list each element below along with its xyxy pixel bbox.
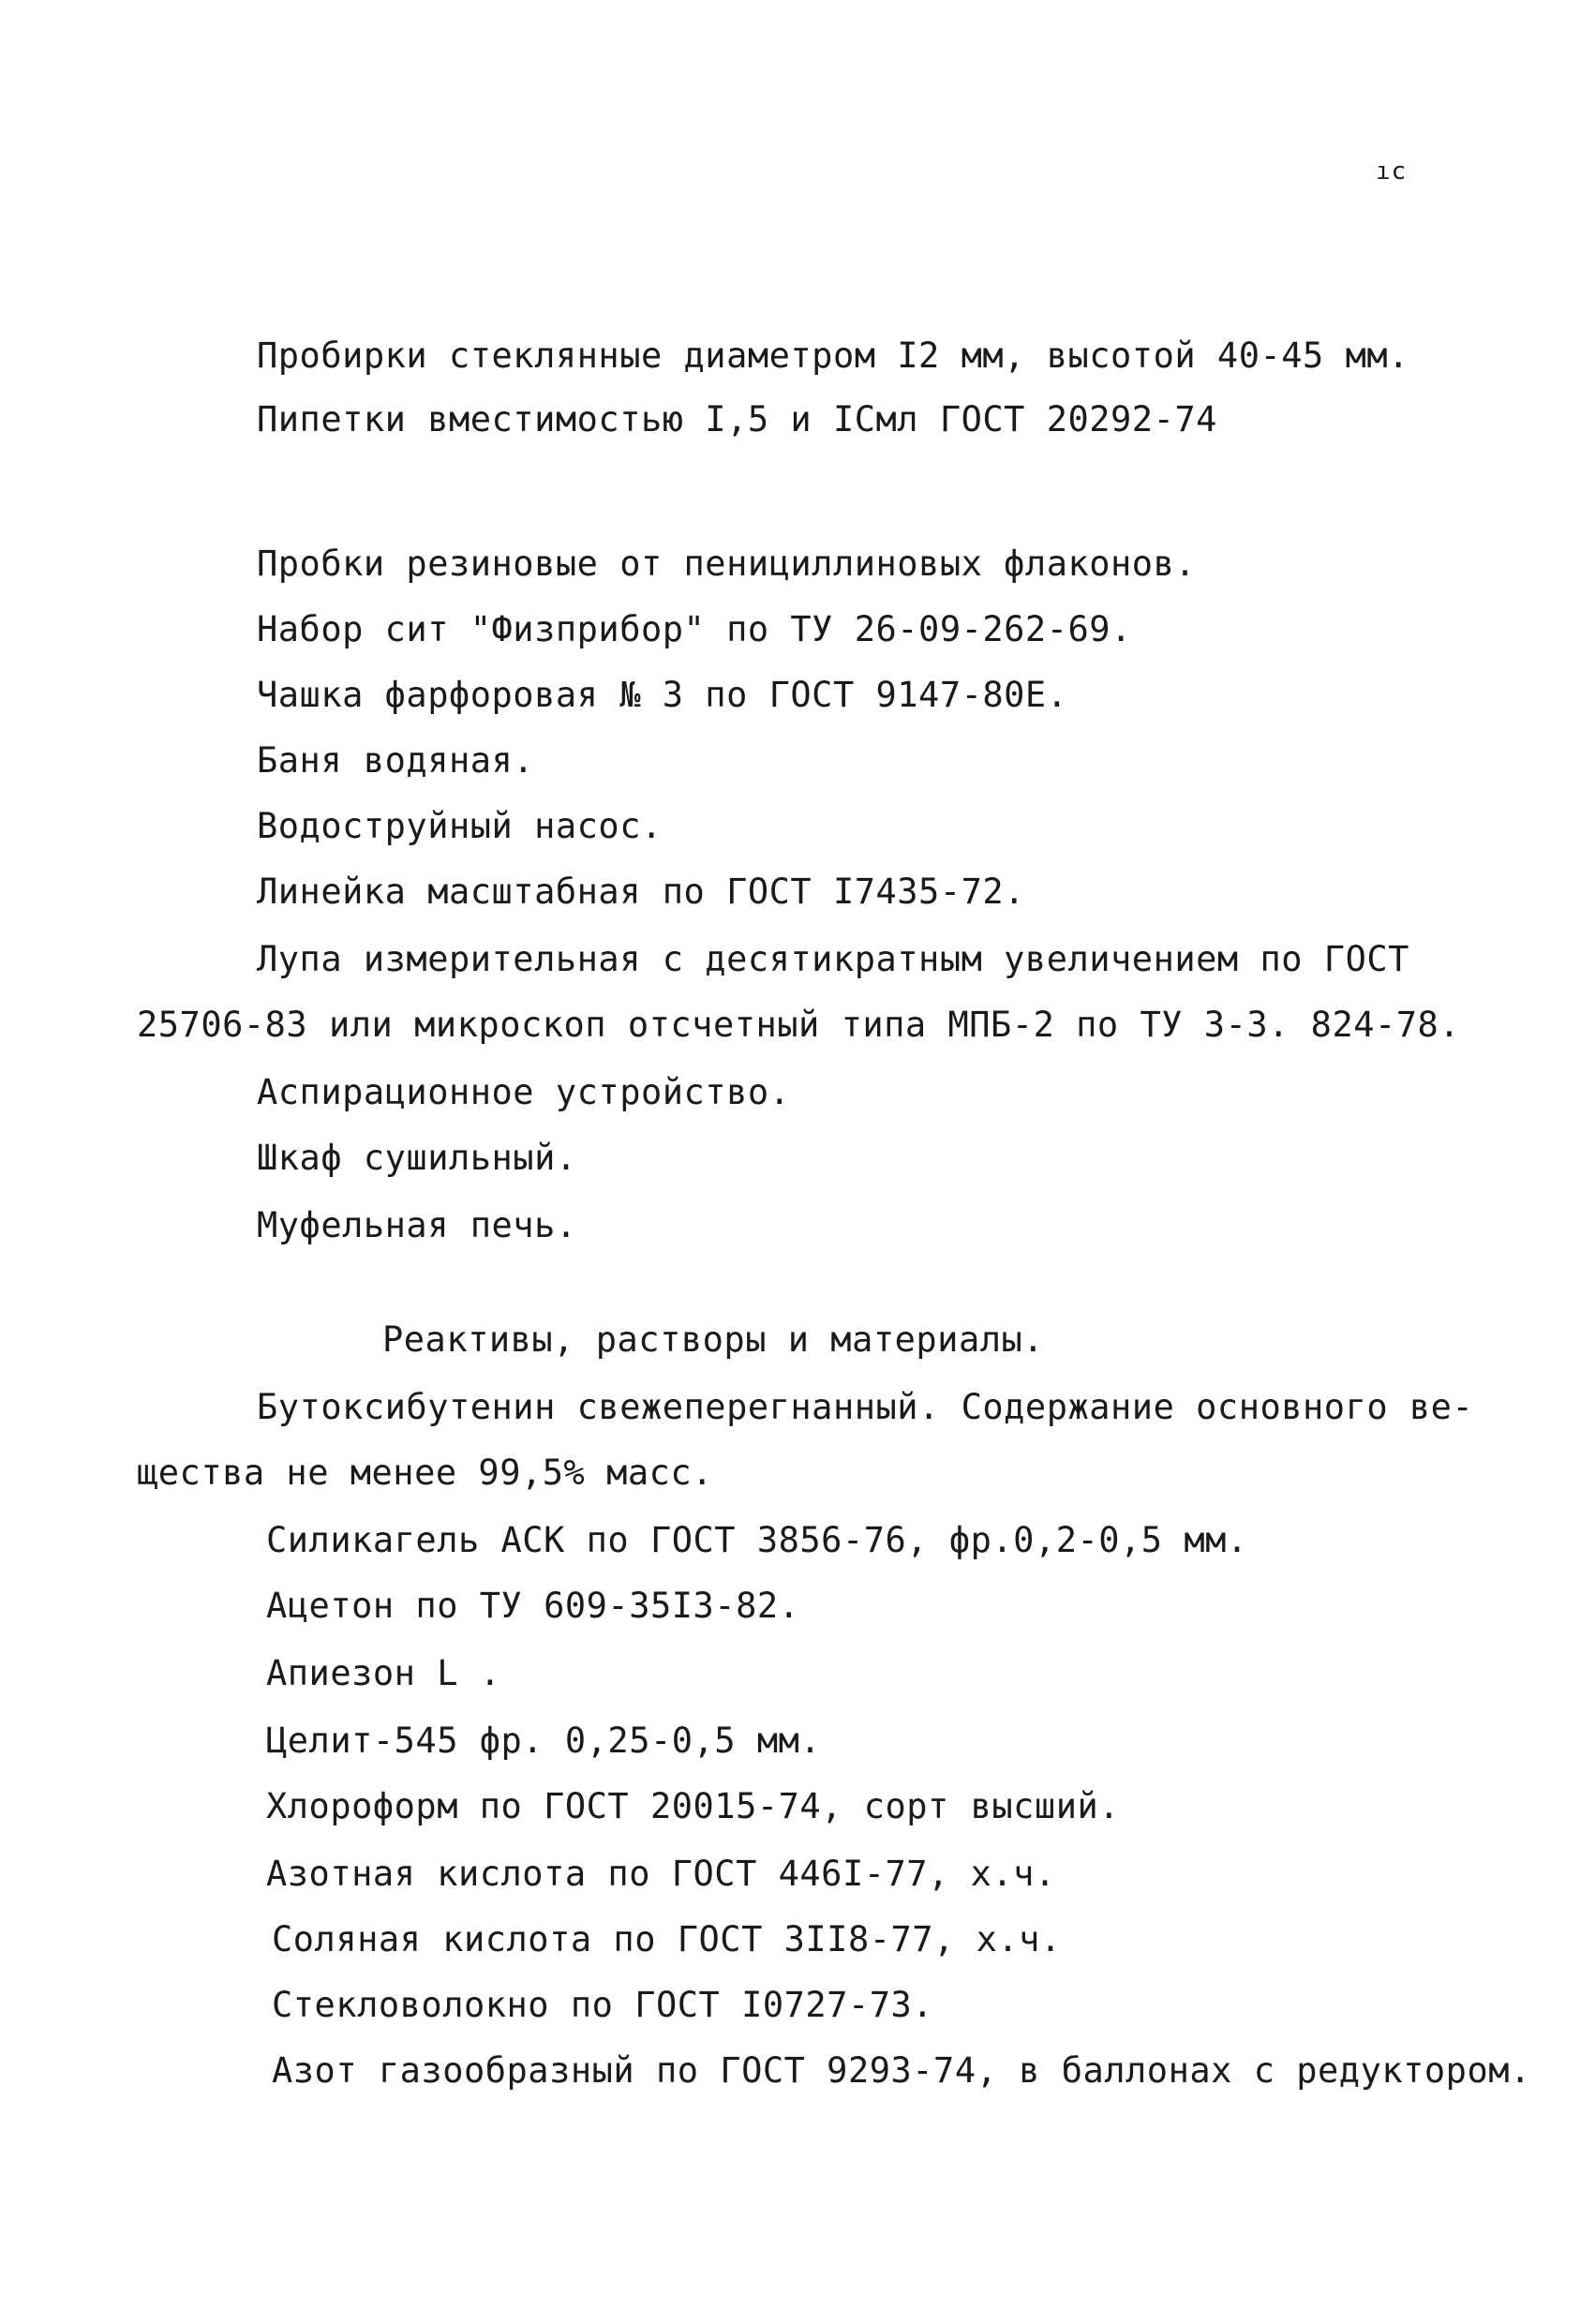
text-line-glass-fiber: Стекловолокно по ГОСТ I0727-73. [272,1985,934,2025]
text-line-magnifier-continued: 25706-83 или микроскоп отсчетный типа МПБ-2 по ТУ 3-3. 824-78. [137,1005,1461,1045]
text-line-drying-cabinet: Шкаф сушильный. [257,1138,577,1178]
text-line-acetone: Ацетон по ТУ 609-35I3-82. [266,1586,800,1626]
text-line-scale-ruler: Линейка масштабная по ГОСТ I7435-72. [257,872,1025,912]
text-line-butoxybutenyne: Бутоксибутенин свежеперегнанный. Содержание основного ве- [257,1387,1474,1427]
text-line-magnifier: Лупа измерительная с десятикратным увеличением по ГОСТ [257,939,1409,979]
text-line-water-jet-pump: Водоструйный насос. [257,806,663,846]
text-line-butoxybutenyne-continued: щества не менее 99,5% масс. [137,1452,713,1493]
text-line-test-tubes: Пробирки стеклянные диаметром I2 мм, высотой 40-45 мм. [257,335,1409,376]
text-line-porcelain-dish: Чашка фарфоровая № 3 по ГОСТ 9147-80Е. [257,675,1068,715]
text-line-aspiration-device: Аспирационное устройство. [257,1072,791,1112]
section-heading-reagents: Реактивы, растворы и материалы. [382,1319,1045,1360]
text-line-pipettes: Пипетки вместимостью I,5 и IСмл ГОСТ 20292-74 [257,399,1217,439]
text-line-rubber-stoppers: Пробки резиновые от пенициллиновых флаконов. [257,544,1197,584]
text-line-silica-gel: Силикагель АСК по ГОСТ 3856-76, фр.0,2-0,5 мм. [266,1520,1248,1560]
text-line-water-bath: Баня водяная. [257,740,535,781]
text-line-nitrogen-gas: Азот газообразный по ГОСТ 9293-74, в баллонах с редуктором. [272,2050,1531,2091]
text-line-muffle-furnace: Муфельная печь. [257,1205,577,1245]
text-line-sieve-set: Набор сит "Физприбор" по ТУ 26-09-262-69. [257,609,1132,649]
text-line-celite: Целит-545 фр. 0,25-0,5 мм. [266,1721,822,1761]
page-number: ıс [1376,157,1408,186]
text-line-chloroform: Хлороформ по ГОСТ 20015-74, сорт высший. [266,1786,1121,1826]
text-line-nitric-acid: Азотная кислота по ГОСТ 446I-77, х.ч. [266,1854,1056,1894]
text-line-apiezon: Апиезон L . [266,1653,501,1693]
text-line-hydrochloric-acid: Соляная кислота по ГОСТ 3II8-77, х.ч. [272,1919,1062,1959]
